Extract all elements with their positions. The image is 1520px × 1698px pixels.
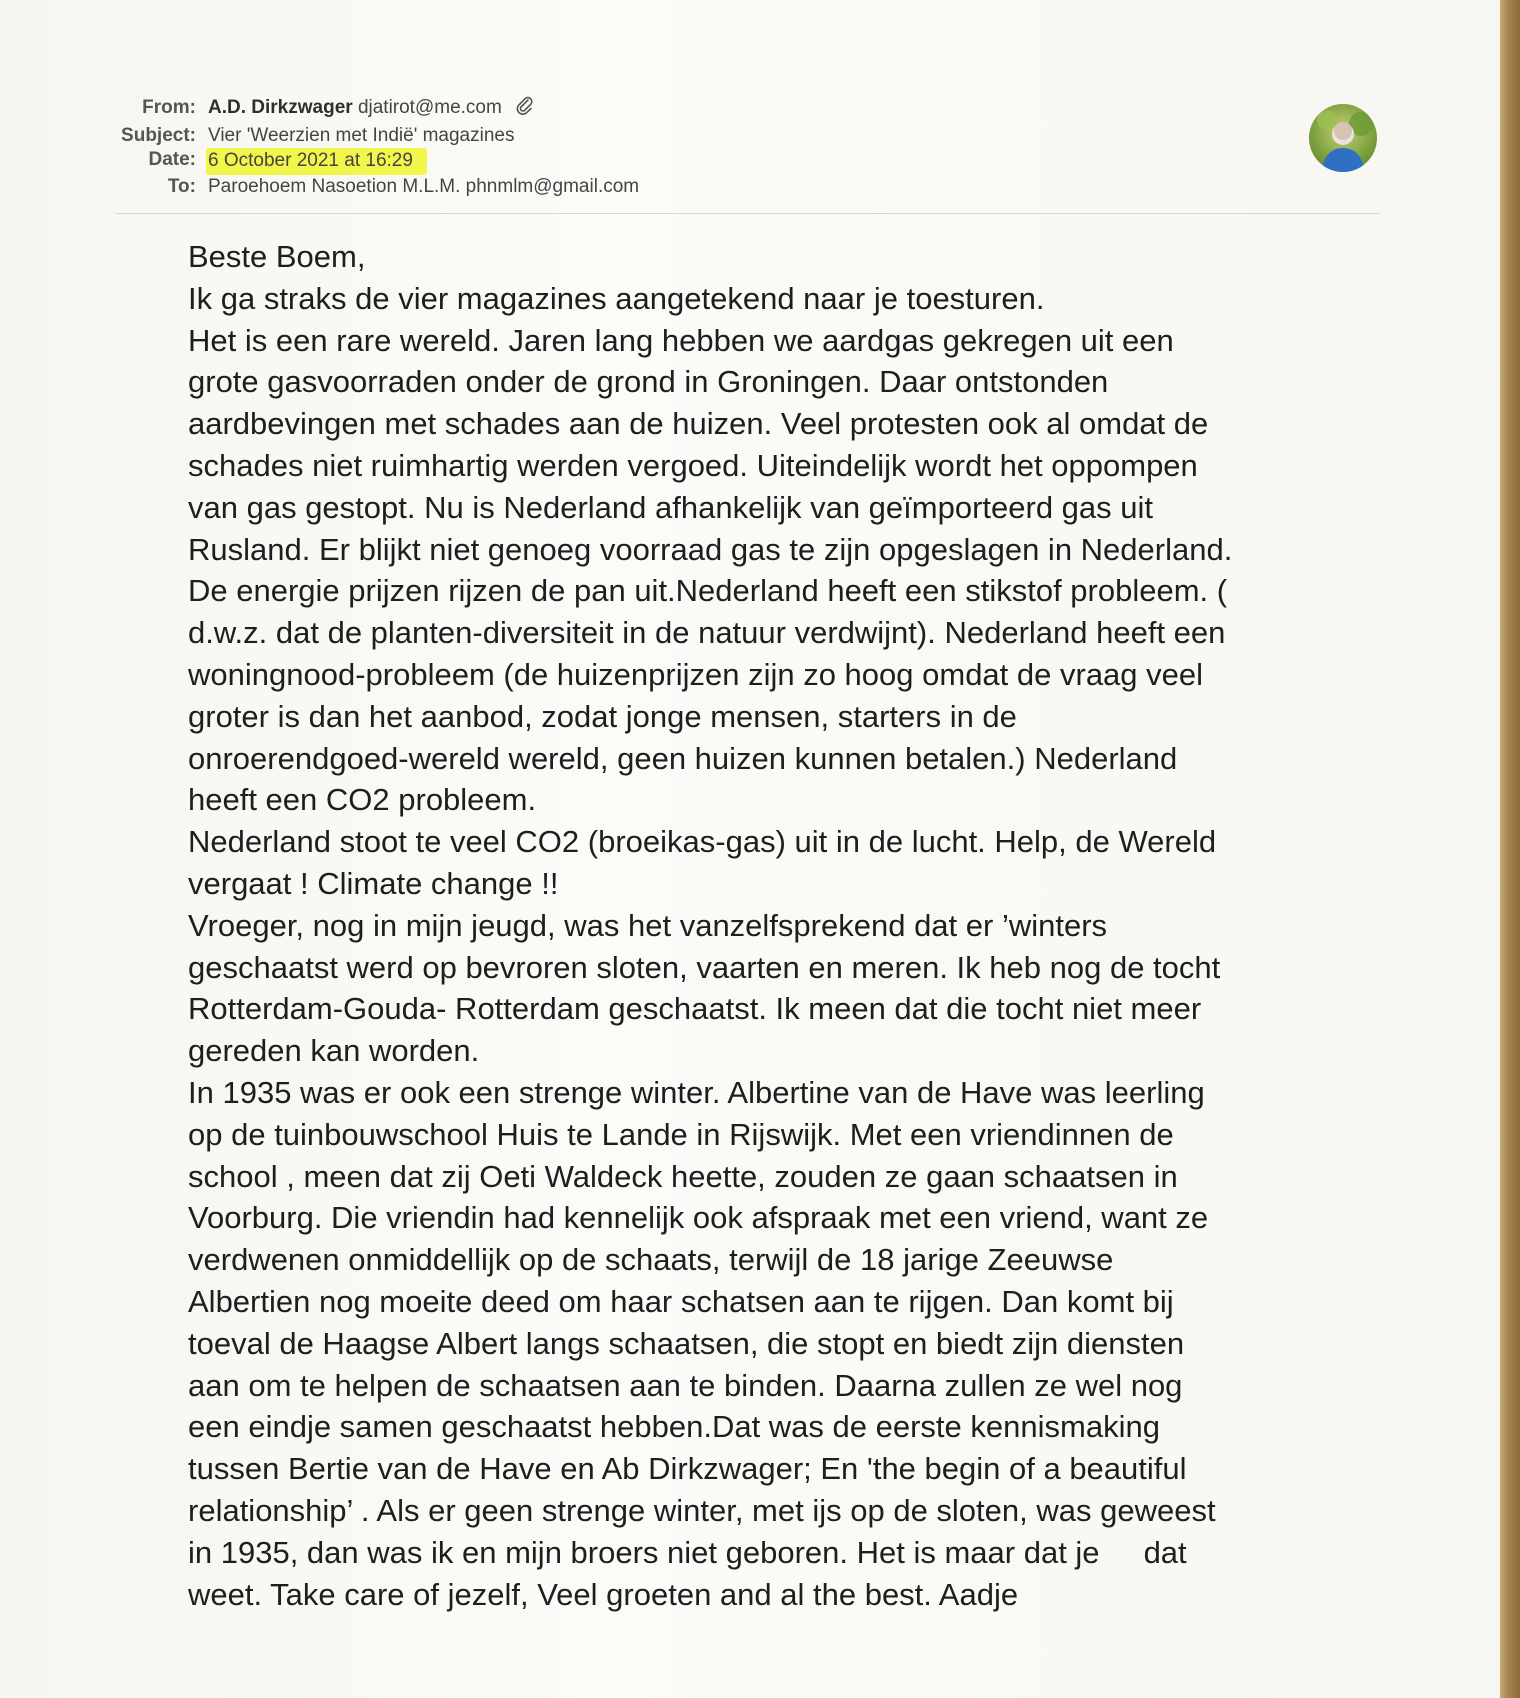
body-line: heeft een CO2 probleem. <box>188 782 537 818</box>
body-line: De energie prijzen rijzen de pan uit.Nederland heeft een stikstof probleem. ( <box>188 573 1228 609</box>
body-line: een eindje samen geschaatst hebben.Dat was de eerste kennismaking <box>188 1409 1160 1445</box>
body-line: relationship’ . Als er geen strenge winter, met ijs op de sloten, was geweest <box>188 1492 1216 1528</box>
body-line-with-gap <box>188 1532 1428 1574</box>
body-line: verdwenen onmiddellijk op de schaats, terwijl de 18 jarige Zeeuwse <box>188 1242 1114 1278</box>
body-line: gereden kan worden. <box>188 1033 480 1069</box>
body-line: school , meen dat zij Oeti Waldeck heette, zouden ze gaan schaatsen in <box>188 1158 1178 1194</box>
email-header <box>100 96 639 199</box>
signature-line: weet. Take care of jezelf, Veel groeten and al the best. Aadje <box>188 1576 1019 1612</box>
body-line: Beste Boem, <box>188 239 366 274</box>
body-line: In 1935 was er ook een strenge winter. Albertine van de Have was leerling <box>188 1074 1205 1110</box>
body-line: Vroeger, nog in mijn jeugd, was het vanzelfsprekend dat er ’winters <box>188 907 1108 943</box>
body-line-part: in 1935, dan was ik en mijn broers niet geboren. Het is maar dat je <box>188 1534 1100 1570</box>
table-edge <box>1500 0 1520 1698</box>
sender-email: djatirot@me.com <box>357 97 502 118</box>
body-line: Ik ga straks de vier magazines aangetekend naar je toesturen. <box>188 280 1045 316</box>
body-line: d.w.z. dat de planten-diversiteit in de natuur verdwijnt). Nederland heeft een <box>188 615 1226 651</box>
from-value <box>208 96 502 124</box>
email-body <box>188 236 1428 1615</box>
body-line: Het is een rare wereld. Jaren lang hebben we aardgas gekregen uit een <box>188 322 1174 358</box>
from-label: From: <box>142 97 196 118</box>
body-line: aardbevingen met schades aan de huizen. Veel protesten ook al omdat de <box>188 406 1209 442</box>
date-row <box>100 148 639 175</box>
to-row <box>100 175 639 200</box>
subject-row <box>100 124 639 149</box>
paperclip-icon <box>516 96 534 124</box>
from-row <box>100 96 639 124</box>
body-line: Nederland stoot te veel CO2 (broeikas-gas) uit in de lucht. Help, de Wereld <box>188 824 1217 860</box>
date-label: Date: <box>148 149 196 170</box>
body-line-part: dat <box>1143 1534 1187 1570</box>
body-line: groter is dan het aanbod, zodat jonge mensen, starters in de <box>188 698 1017 734</box>
body-line: van gas gestopt. Nu is Nederland afhankelijk van geïmporteerd gas uit <box>188 489 1154 525</box>
sender-avatar <box>1309 104 1377 172</box>
body-line: schades niet ruimhartig werden vergoed. Uiteindelijk wordt het oppompen <box>188 447 1198 483</box>
body-line: woningnood-probleem (de huizenprijzen zijn zo hoog omdat de vraag veel <box>188 656 1204 692</box>
body-line: toeval de Haagse Albert langs schaatsen, die stopt en biedt zijn diensten <box>188 1325 1185 1361</box>
body-line: geschaatst werd op bevroren sloten, vaarten en meren. Ik heb nog de tocht <box>188 949 1221 985</box>
sender-name: A.D. Dirkzwager <box>208 97 353 118</box>
to-value: Paroehoem Nasoetion M.L.M. phnmlm@gmail.com <box>208 175 640 197</box>
body-line: vergaat ! Climate change !! <box>188 865 559 901</box>
subject-label: Subject: <box>121 124 196 146</box>
body-line: Rusland. Er blijkt niet genoeg voorraad gas te zijn opgeslagen in Nederland. <box>188 531 1233 567</box>
body-line: Voorburg. Die vriendin had kennelijk ook afspraak met een vriend, want ze <box>188 1200 1209 1236</box>
body-line: onroerendgoed-wereld wereld, geen huizen kunnen betalen.) Nederland <box>188 740 1178 776</box>
body-line: Albertien nog moeite deed om haar schatsen aan te rijgen. Dan komt bij <box>188 1283 1174 1319</box>
body-line: Rotterdam-Gouda- Rotterdam geschaatst. Ik meen dat die tocht niet meer <box>188 991 1202 1027</box>
subject-value: Vier 'Weerzien met Indië' magazines <box>208 124 515 146</box>
body-line: aan om te helpen de schaatsen aan te binden. Daarna zullen ze wel nog <box>188 1367 1183 1403</box>
to-label: To: <box>167 175 196 197</box>
date-value: 6 October 2021 at 16:29 <box>206 148 427 175</box>
body-line: op de tuinbouwschool Huis te Lande in Rijswijk. Met een vriendinnen de <box>188 1116 1174 1152</box>
header-divider <box>115 213 1380 214</box>
body-line: tussen Bertie van de Have en Ab Dirkzwager; En 'the begin of a beautiful <box>188 1451 1187 1487</box>
body-line: grote gasvoorraden onder de grond in Groningen. Daar ontstonden <box>188 364 1109 400</box>
